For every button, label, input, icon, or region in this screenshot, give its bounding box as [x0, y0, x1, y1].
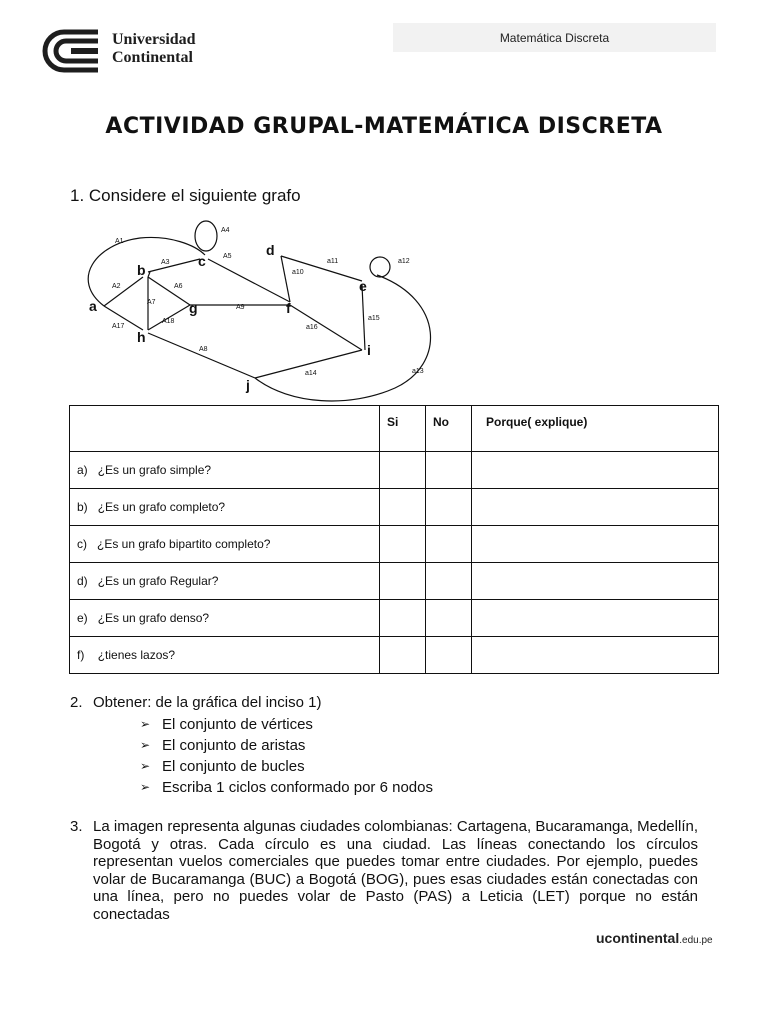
answer-porque-cell[interactable] [472, 563, 719, 600]
table-row [70, 526, 719, 563]
label-a10: a10 [292, 269, 304, 276]
question-cell: f) ¿tienes lazos? [70, 637, 380, 674]
arrow-bullet-icon: ➢ [140, 738, 151, 752]
question-cell: e) ¿Es un grafo denso? [70, 600, 380, 637]
institution-name: Universidad Continental [112, 31, 196, 66]
question-3-text: La imagen representa algunas ciudades colombianas: Cartagena, Bucaramanga, Medellín, Bogotá y otras. Cada círculo es una ciudad. Las líneas conectando los círculos representan vuelos comerciales que puedes tomar entre ciudades. Por ejemplo, puedes volar de Bucaramanga (BUC) a Bogotá (BOG), pues esas ciudades están conectadas con una línea, pero no puedes volar de Pasto (PAS) a Leticia (LET) porque no están conectadas [93, 818, 698, 923]
question-table [69, 405, 719, 674]
table-header-row [70, 406, 719, 452]
node-g: g [189, 300, 198, 316]
answer-porque-cell[interactable] [472, 600, 719, 637]
node-b: b [137, 262, 146, 278]
question-cell: b) ¿Es un grafo completo? [70, 489, 380, 526]
label-A1: A1 [115, 238, 124, 245]
node-i: i [367, 342, 371, 358]
question-2-number: 2. [70, 694, 83, 711]
edge-a12-loop [370, 257, 390, 277]
edge-A4-loop [195, 221, 217, 251]
arrow-bullet-icon: ➢ [140, 759, 151, 773]
answer-porque-cell[interactable] [472, 489, 719, 526]
answer-si-cell[interactable] [380, 489, 426, 526]
node-e: e [359, 278, 367, 294]
node-c: c [198, 253, 206, 269]
edge-A8 [148, 333, 255, 378]
list-item: ➢ El conjunto de vértices [140, 716, 313, 733]
table-row [70, 637, 719, 674]
edge-A2 [104, 277, 143, 306]
answer-no-cell[interactable] [426, 489, 472, 526]
graph-figure [80, 218, 440, 403]
label-A5: A5 [223, 253, 232, 260]
answer-porque-cell[interactable] [472, 452, 719, 489]
label-A4: A4 [221, 227, 230, 234]
question-2-text: Obtener: de la gráfica del inciso 1) [93, 694, 322, 711]
node-h: h [137, 329, 146, 345]
arrow-bullet-icon: ➢ [140, 780, 151, 794]
label-A6: A6 [174, 283, 183, 290]
label-A18: A18 [162, 318, 175, 325]
node-f: f [286, 300, 291, 316]
question-cell: c) ¿Es un grafo bipartito completo? [70, 526, 380, 563]
table-row [70, 600, 719, 637]
list-item: ➢ Escriba 1 ciclos conformado por 6 nodos [140, 779, 433, 796]
label-a14: a14 [305, 370, 317, 377]
table-row [70, 452, 719, 489]
label-A3: A3 [161, 259, 170, 266]
node-a: a [89, 298, 97, 314]
header-empty-cell [70, 406, 380, 452]
node-d: d [266, 242, 275, 258]
list-item: ➢ El conjunto de aristas [140, 737, 306, 754]
label-A9: A9 [236, 304, 245, 311]
label-a11: a11 [327, 258, 339, 265]
label-A7: A7 [147, 299, 156, 306]
answer-si-cell[interactable] [380, 452, 426, 489]
answer-no-cell[interactable] [426, 526, 472, 563]
answer-no-cell[interactable] [426, 452, 472, 489]
answer-porque-cell[interactable] [472, 526, 719, 563]
edge-a16 [290, 305, 362, 350]
label-A17: A17 [112, 323, 125, 330]
answer-si-cell[interactable] [380, 563, 426, 600]
label-a12: a12 [398, 258, 410, 265]
question-3 [70, 818, 698, 923]
answer-no-cell[interactable] [426, 637, 472, 674]
label-a16: a16 [306, 324, 318, 331]
header-si: Si [380, 406, 426, 452]
answer-si-cell[interactable] [380, 600, 426, 637]
course-tag: Matemática Discreta [393, 23, 716, 52]
question-2 [70, 694, 433, 798]
answer-si-cell[interactable] [380, 637, 426, 674]
footer-brand: ucontinental.edu.pe [596, 930, 713, 946]
page-title: ACTIVIDAD GRUPAL-MATEMÁTICA DISCRETA [105, 114, 663, 139]
table-row [70, 563, 719, 600]
question-cell: d) ¿Es un grafo Regular? [70, 563, 380, 600]
question-2-bullets [70, 714, 433, 798]
header-porque: Porque( explique) [472, 406, 719, 452]
question-1-prompt: 1. Considere el siguiente grafo [70, 186, 301, 205]
edge-a15 [362, 285, 365, 350]
label-A8: A8 [199, 346, 208, 353]
question-cell: a) ¿Es un grafo simple? [70, 452, 380, 489]
answer-si-cell[interactable] [380, 526, 426, 563]
question-3-number: 3. [70, 818, 83, 835]
list-item: ➢ El conjunto de bucles [140, 758, 305, 775]
header-no: No [426, 406, 472, 452]
label-a13: a13 [412, 368, 424, 375]
label-A2: A2 [112, 283, 121, 290]
table-row [70, 489, 719, 526]
edge-A2-stub [148, 272, 150, 277]
answer-porque-cell[interactable] [472, 637, 719, 674]
edge-A3 [148, 259, 200, 272]
arrow-bullet-icon: ➢ [140, 717, 151, 731]
label-a15: a15 [368, 315, 380, 322]
answer-no-cell[interactable] [426, 563, 472, 600]
edge-a10 [281, 256, 290, 302]
answer-no-cell[interactable] [426, 600, 472, 637]
edge-A5 [208, 259, 290, 302]
node-j: j [246, 377, 250, 393]
edge-A1 [88, 237, 205, 306]
